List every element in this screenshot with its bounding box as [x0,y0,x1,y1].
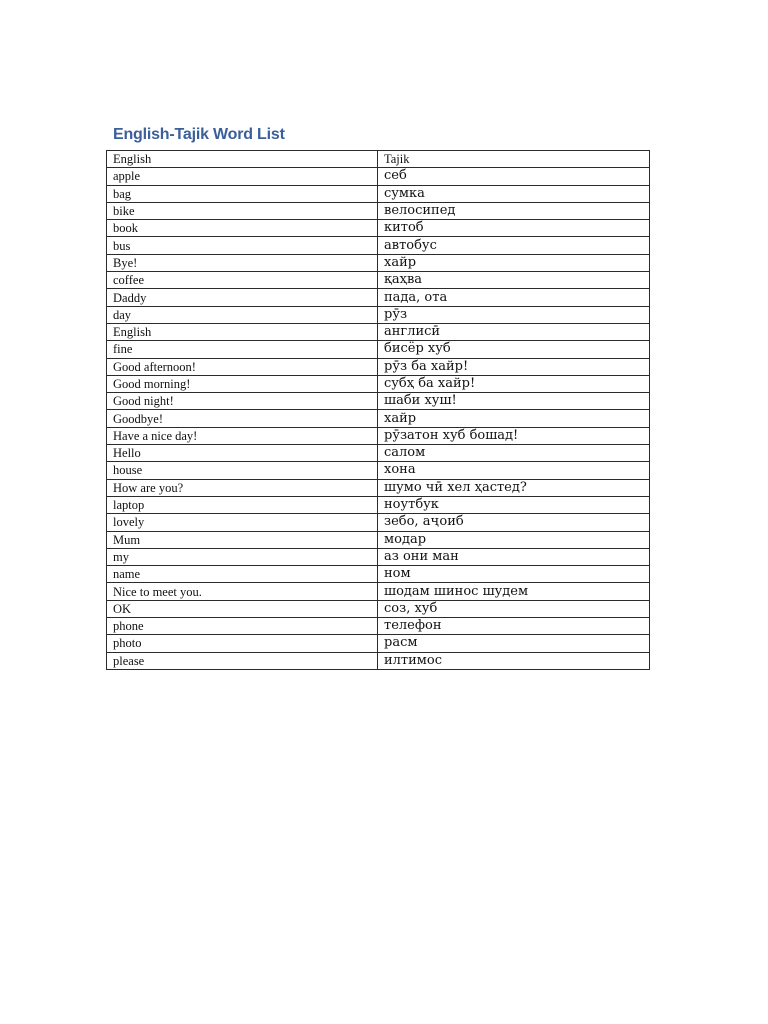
table-row [107,168,650,185]
tajik-word-cell: ноутбук [378,496,650,513]
tajik-word-cell: автобус [378,237,650,254]
table-row [107,220,650,237]
tajik-word-cell: модар [378,531,650,548]
english-word-cell: house [107,462,378,479]
english-word-cell: Good afternoon! [107,358,378,375]
tajik-word-cell: қаҳва [378,272,650,289]
english-word-cell: photo [107,635,378,652]
word-list-table [106,150,650,670]
table-row [107,583,650,600]
table-header-row [107,151,650,168]
english-word-cell: bike [107,202,378,219]
table-row [107,479,650,496]
table-row [107,323,650,340]
english-word-cell: fine [107,341,378,358]
tajik-word-cell: салом [378,445,650,462]
tajik-word-cell: рӯзатон хуб бошад! [378,427,650,444]
tajik-word-cell: шумо чӣ хел ҳастед? [378,479,650,496]
table-row [107,548,650,565]
table-row [107,341,650,358]
tajik-word-cell: телефон [378,618,650,635]
tajik-word-cell: сумка [378,185,650,202]
header-tajik: Tajik [378,151,650,168]
tajik-word-cell: хона [378,462,650,479]
english-word-cell: phone [107,618,378,635]
table-row [107,652,650,669]
tajik-word-cell: себ [378,168,650,185]
english-word-cell: please [107,652,378,669]
table-row [107,635,650,652]
english-word-cell: Nice to meet you. [107,583,378,600]
header-english: English [107,151,378,168]
table-row [107,358,650,375]
tajik-word-cell: шодам шинос шудем [378,583,650,600]
table-row [107,445,650,462]
english-word-cell: Good night! [107,393,378,410]
english-word-cell: Hello [107,445,378,462]
english-word-cell: coffee [107,272,378,289]
english-word-cell: lovely [107,514,378,531]
table-row [107,600,650,617]
table-row [107,531,650,548]
english-word-cell: English [107,323,378,340]
table-row [107,496,650,513]
tajik-word-cell: шаби хуш! [378,393,650,410]
english-word-cell: day [107,306,378,323]
tajik-word-cell: хайр [378,254,650,271]
table-row [107,514,650,531]
english-word-cell: my [107,548,378,565]
english-word-cell: apple [107,168,378,185]
table-row [107,462,650,479]
tajik-word-cell: ном [378,566,650,583]
table-row [107,272,650,289]
tajik-word-cell: соз, хуб [378,600,650,617]
tajik-word-cell: рӯз ба хайр! [378,358,650,375]
table-row [107,393,650,410]
tajik-word-cell: китоб [378,220,650,237]
english-word-cell: bag [107,185,378,202]
table-row [107,427,650,444]
english-word-cell: bus [107,237,378,254]
english-word-cell: Have a nice day! [107,427,378,444]
tajik-word-cell: субҳ ба хайр! [378,375,650,392]
english-word-cell: book [107,220,378,237]
tajik-word-cell: пада, ота [378,289,650,306]
english-word-cell: OK [107,600,378,617]
tajik-word-cell: англисӣ [378,323,650,340]
table-row [107,306,650,323]
tajik-word-cell: аз они ман [378,548,650,565]
tajik-word-cell: хайр [378,410,650,427]
english-word-cell: Good morning! [107,375,378,392]
document-title: English-Tajik Word List [113,126,285,143]
table-row [107,185,650,202]
tajik-word-cell: рӯз [378,306,650,323]
table-row [107,202,650,219]
table-row [107,375,650,392]
table-row [107,289,650,306]
tajik-word-cell: велосипед [378,202,650,219]
english-word-cell: laptop [107,496,378,513]
table-row [107,410,650,427]
table-row [107,237,650,254]
tajik-word-cell: зебо, аҷоиб [378,514,650,531]
english-word-cell: Mum [107,531,378,548]
english-word-cell: How are you? [107,479,378,496]
tajik-word-cell: расм [378,635,650,652]
english-word-cell: name [107,566,378,583]
english-word-cell: Goodbye! [107,410,378,427]
tajik-word-cell: илтимос [378,652,650,669]
tajik-word-cell: бисёр хуб [378,341,650,358]
table-row [107,618,650,635]
table-row [107,566,650,583]
english-word-cell: Bye! [107,254,378,271]
english-word-cell: Daddy [107,289,378,306]
table-row [107,254,650,271]
